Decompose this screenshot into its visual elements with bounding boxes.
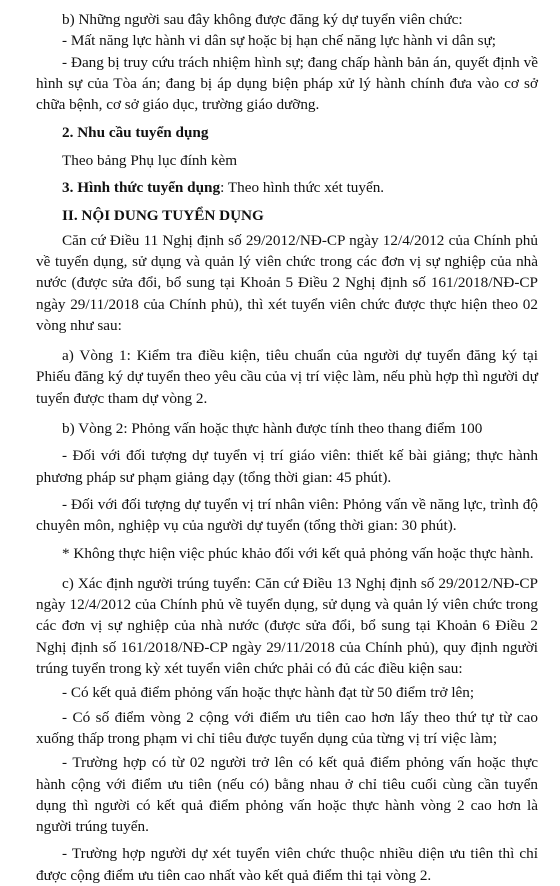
heading-recruitment-form-label: 3. Hình thức tuyển dụng (62, 179, 221, 197)
heading-recruitment-form-value: : Theo hình thức xét tuyển. (220, 179, 385, 197)
paragraph-winner-criteria: c) Xác định người trúng tuyển: Căn cứ Điều 13 Nghị định số 29/2012/NĐ-CP ngày 12/4/2012 của Chính phủ về tuyển dụng, sử dụng và quản lý viên chức trong các đơn vị sự nghiệp của nhà nước (được sửa đổi, bổ sung tại Khoản 6 Điều 2 Nghị định số 161/2018/NĐ-CP ngày 29/11/2018 của Chính phủ), quy định người trúng tuyển trong kỳ xét tuyển viên chức phải có đủ các điều kiện sau: (36, 574, 538, 678)
paragraph-criteria-score: - Có kết quả điểm phỏng vấn hoặc thực hành đạt từ 50 điểm trở lên; (62, 684, 475, 702)
paragraph-ineligible-item-1: - Mất năng lực hành vi dân sự hoặc bị hạn chế năng lực hành vi dân sự; (62, 32, 497, 50)
paragraph-round-1: a) Vòng 1: Kiểm tra điều kiện, tiêu chuẩn của người dự tuyển đăng ký tại Phiếu đăng ký dự tuyển theo yêu cầu của vị trí việc làm, nếu phù hợp thì người dự tuyển được tham dự vòng 2. (36, 347, 538, 407)
paragraph-criteria-priority: - Trường hợp người dự xét tuyển viên chức thuộc nhiều diện ưu tiên thì chỉ được cộng điểm ưu tiên cao nhất vào kết quả điểm thi tại vòng 2. (36, 845, 538, 884)
paragraph-no-appeal-note: * Không thực hiện việc phúc khảo đối với kết quả phỏng vấn hoặc thực hành. (62, 544, 534, 562)
paragraph-round-2-teachers: - Đối với đối tượng dự tuyển vị trí giáo viên: thiết kế bài giảng; thực hành phương pháp sư phạm giảng dạy (tổng thời gian: 45 phút). (36, 447, 538, 486)
paragraph-appendix-note: Theo bảng Phụ lục đính kèm (62, 151, 238, 169)
heading-recruitment-needs: 2. Nhu cầu tuyển dụng (62, 124, 209, 142)
paragraph-round-2-staff: - Đối với đối tượng dự tuyển vị trí nhân viên: Phỏng vấn về năng lực, trình độ chuyên môn, nghiệp vụ của người dự tuyển (tổng thời gian: 30 phút). (36, 495, 538, 535)
heading-recruitment-form (36, 177, 538, 198)
paragraph-criteria-tie: - Trường hợp có từ 02 người trở lên có kết quả điểm phỏng vấn hoặc thực hành cộng với điểm ưu tiên (nếu có) bằng nhau ở chỉ tiêu cuối cùng cần tuyển dụng thì người có kết quả điểm phỏng vấn hoặc thực hành vòng 2 cao hơn là người trúng tuyển. (36, 754, 538, 836)
paragraph-round-2: b) Vòng 2: Phỏng vấn hoặc thực hành được tính theo thang điểm 100 (62, 420, 483, 438)
heading-section-ii: II. NỘI DUNG TUYỂN DỤNG (62, 207, 264, 225)
paragraph-legal-basis: Căn cứ Điều 11 Nghị định số 29/2012/NĐ-CP ngày 12/4/2012 của Chính phủ về tuyển dụng, sử dụng và quản lý viên chức trong các đơn vị sự nghiệp của nhà nước (được sửa đổi, bổ sung tại Khoản 5 Điều 2 Nghị định số 161/2018/NĐ-CP ngày 29/11/2018 của Chính phủ), thì xét tuyển viên chức được thực hiện theo 02 vòng như sau: (36, 231, 538, 334)
paragraph-ineligible-item-2: - Đang bị truy cứu trách nhiệm hình sự; đang chấp hành bản án, quyết định về hình sự của Tòa án; đang bị áp dụng biện pháp xử lý hành chính đưa vào cơ sở chữa bệnh, cơ sở giáo dục, trường giáo dưỡng. (36, 53, 538, 114)
paragraph-criteria-ranking: - Có số điểm vòng 2 cộng với điểm ưu tiên cao hơn lấy theo thứ tự từ cao xuống thấp trong phạm vi chỉ tiêu được tuyển dụng của từng vị trí việc làm; (36, 708, 538, 747)
paragraph-ineligible-intro: b) Những người sau đây không được đăng ký dự tuyển viên chức: (62, 11, 463, 28)
